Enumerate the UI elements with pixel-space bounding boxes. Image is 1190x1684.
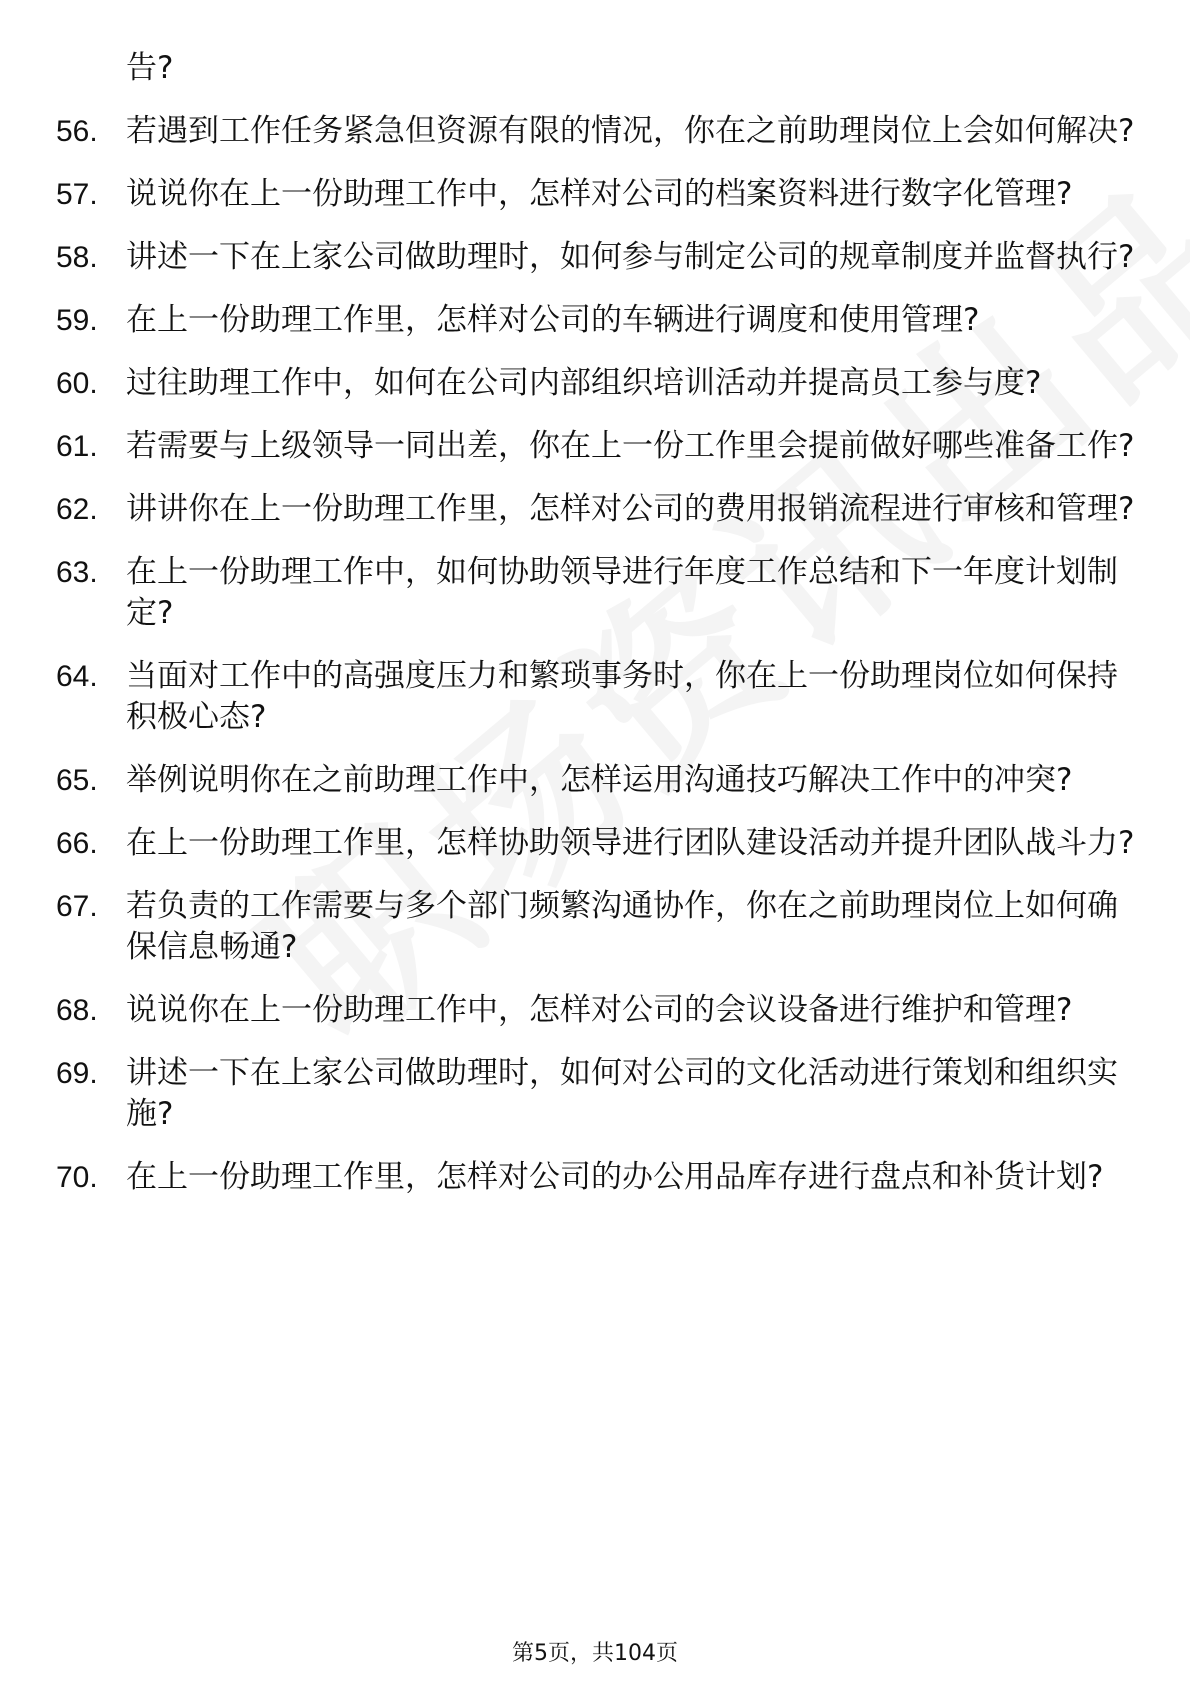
question-number: 60. bbox=[56, 367, 98, 400]
question-number: 69. bbox=[56, 1057, 98, 1090]
question-text: 说说你在上一份助理工作中，怎样对公司的档案资料进行数字化管理? bbox=[126, 176, 1073, 212]
list-item bbox=[56, 760, 1136, 801]
question-text: 当面对工作中的高强度压力和繁琐事务时，你在上一份助理岗位如何保持积极心态? bbox=[126, 658, 1118, 735]
continuation-text: 告? bbox=[126, 50, 174, 86]
question-number: 65. bbox=[56, 764, 98, 797]
question-number: 68. bbox=[56, 994, 98, 1027]
question-list bbox=[56, 48, 1136, 1220]
question-number: 66. bbox=[56, 827, 98, 860]
list-item bbox=[56, 174, 1136, 215]
question-number: 57. bbox=[56, 178, 98, 211]
question-number: 64. bbox=[56, 660, 98, 693]
question-text: 在上一份助理工作里，怎样协助领导进行团队建设活动并提升团队战斗力? bbox=[126, 825, 1135, 861]
question-text: 讲述一下在上家公司做助理时，如何参与制定公司的规章制度并监督执行? bbox=[126, 239, 1135, 275]
list-item bbox=[56, 1157, 1136, 1198]
list-item bbox=[56, 363, 1136, 404]
list-item bbox=[56, 886, 1136, 968]
list-item bbox=[56, 111, 1136, 152]
list-item bbox=[56, 823, 1136, 864]
question-text: 若需要与上级领导一同出差，你在上一份工作里会提前做好哪些准备工作? bbox=[126, 428, 1135, 464]
question-number: 56. bbox=[56, 115, 98, 148]
question-text: 在上一份助理工作里，怎样对公司的办公用品库存进行盘点和补货计划? bbox=[126, 1159, 1104, 1195]
list-item bbox=[56, 552, 1136, 634]
list-item bbox=[56, 990, 1136, 1031]
question-number: 62. bbox=[56, 493, 98, 526]
list-item bbox=[56, 489, 1136, 530]
question-number: 61. bbox=[56, 430, 98, 463]
question-text: 举例说明你在之前助理工作中，怎样运用沟通技巧解决工作中的冲突? bbox=[126, 762, 1073, 798]
list-item bbox=[56, 237, 1136, 278]
question-text: 若遇到工作任务紧急但资源有限的情况，你在之前助理岗位上会如何解决? bbox=[126, 113, 1135, 149]
list-item bbox=[56, 656, 1136, 738]
question-text: 在上一份助理工作中，如何协助领导进行年度工作总结和下一年度计划制定? bbox=[126, 554, 1118, 631]
question-text: 在上一份助理工作里，怎样对公司的车辆进行调度和使用管理? bbox=[126, 302, 980, 338]
question-number: 63. bbox=[56, 556, 98, 589]
question-text: 讲讲你在上一份助理工作里，怎样对公司的费用报销流程进行审核和管理? bbox=[126, 491, 1135, 527]
question-text: 讲述一下在上家公司做助理时，如何对公司的文化活动进行策划和组织实施? bbox=[126, 1055, 1118, 1132]
list-item bbox=[56, 300, 1136, 341]
question-number: 67. bbox=[56, 890, 98, 923]
question-text: 过往助理工作中，如何在公司内部组织培训活动并提高员工参与度? bbox=[126, 365, 1042, 401]
list-item bbox=[56, 426, 1136, 467]
list-item bbox=[56, 1053, 1136, 1135]
question-text: 若负责的工作需要与多个部门频繁沟通协作，你在之前助理岗位上如何确保信息畅通? bbox=[126, 888, 1118, 965]
question-number: 70. bbox=[56, 1161, 98, 1194]
question-text: 说说你在上一份助理工作中，怎样对公司的会议设备进行维护和管理? bbox=[126, 992, 1073, 1028]
question-number: 59. bbox=[56, 304, 98, 337]
question-number: 58. bbox=[56, 241, 98, 274]
page-footer: 第5页，共104页 bbox=[512, 1641, 678, 1666]
